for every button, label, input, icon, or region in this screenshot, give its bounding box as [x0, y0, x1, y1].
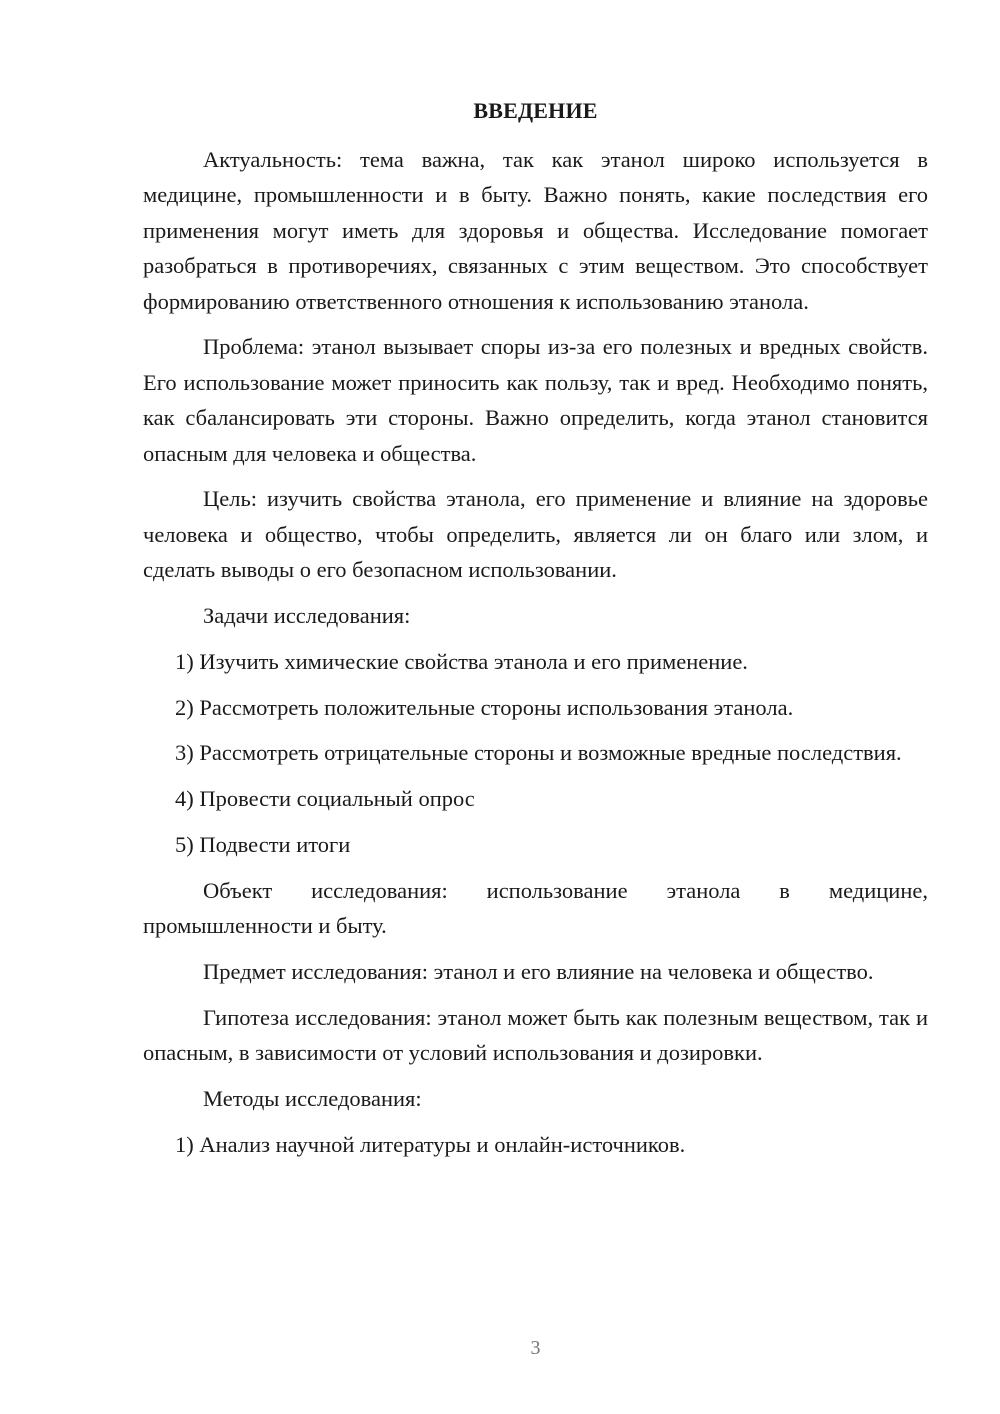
- list-item-task-3: 3) Рассмотреть отрицательные стороны и возможные вредные последствия.: [175, 740, 902, 766]
- list-item-task-4: 4) Провести социальный опрос: [175, 786, 475, 812]
- body-text: [143, 142, 928, 1173]
- paragraph-problem: Проблема: этанол вызывает споры из-за его полезных и вредных свойств. Его использование может приносить как пользу, так и вред. Необходимо понять, как сбалансировать эти стороны. Важно определить, когда этанол становится опасным для человека и общества.: [143, 334, 928, 466]
- paragraph-hypothesis: Гипотеза исследования: этанол может быть как полезным веществом, так и опасным, в зависимости от условий использования и дозировки.: [143, 1004, 928, 1066]
- list-item-task-1: 1) Изучить химические свойства этанола и его применение.: [175, 648, 748, 674]
- page-number: 3: [530, 1337, 541, 1359]
- paragraph-methods-heading: Методы исследования:: [203, 1086, 422, 1112]
- paragraph-tasks-heading: Задачи исследования:: [203, 603, 411, 629]
- paragraph-relevance: Актуальность: тема важна, так как этанол широко используется в медицине, промышленности и в быту. Важно понять, какие последствия его применения могут иметь для здоровья и общества. Исследование помогает разобраться в противоречиях, связанных с этим веществом. Это способствует формированию ответственного отношения к использованию этанола.: [143, 147, 928, 314]
- paragraph-object: Объект исследования: использование этанола в медицине, промышленности и быту.: [143, 877, 928, 939]
- paragraph-goal: Цель: изучить свойства этанола, его применение и влияние на здоровье человека и общество, чтобы определить, является ли он благо или злом, и сделать выводы о его безопасном использовании.: [143, 486, 928, 583]
- paragraph-subject: Предмет исследования: этанол и его влияние на человека и общество.: [203, 959, 874, 985]
- list-item-task-5: 5) Подвести итоги: [175, 832, 351, 858]
- document-page: [143, 0, 928, 1414]
- section-heading: ВВЕДЕНИЕ: [473, 98, 598, 123]
- list-item-task-2: 2) Рассмотреть положительные стороны использования этанола.: [175, 694, 794, 720]
- list-item-method-1: 1) Анализ научной литературы и онлайн-источников.: [175, 1131, 686, 1157]
